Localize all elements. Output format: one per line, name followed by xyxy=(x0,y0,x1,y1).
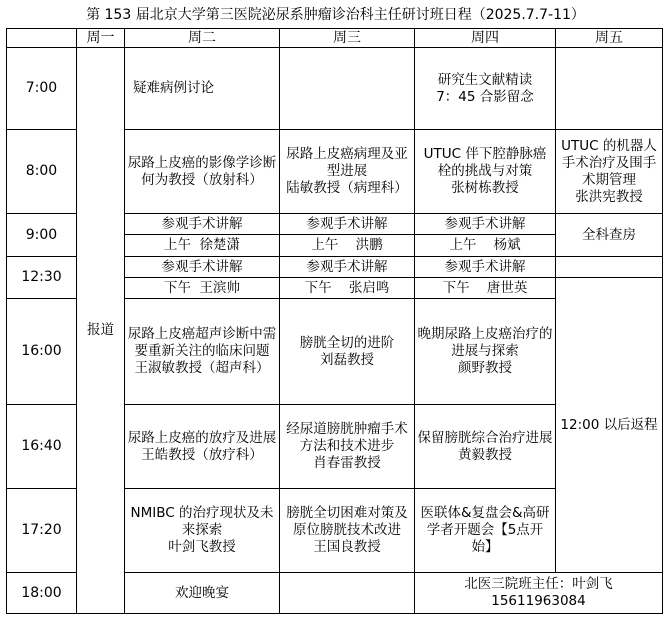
time-1640: 16:40 xyxy=(7,405,77,489)
time-700: 7:00 xyxy=(7,48,77,130)
thu-900-a: 参观手术讲解 xyxy=(415,214,556,235)
thu-1800: 北医三院班主任：叶剑飞 15611963084 xyxy=(415,573,663,614)
header-tue: 周二 xyxy=(125,29,280,48)
time-1600: 16:00 xyxy=(7,299,77,405)
mon-checkin: 报道 xyxy=(77,48,125,614)
wed-1230-b: 下午 张启鸣 xyxy=(280,278,415,299)
tue-1720: NMIBC 的治疗现状及未来探索 叶剑飞教授 xyxy=(125,489,280,573)
time-1720: 17:20 xyxy=(7,489,77,573)
header-mon: 周一 xyxy=(77,29,125,48)
header-fri: 周五 xyxy=(556,29,663,48)
time-1230: 12:30 xyxy=(7,257,77,299)
header-wed: 周三 xyxy=(280,29,415,48)
wed-1720: 膀胱全切困难对策及原位膀胱技术改进 王国良教授 xyxy=(280,489,415,573)
wed-1600: 膀胱全切的进阶 刘磊教授 xyxy=(280,299,415,405)
thu-800: UTUC 伴下腔静脉癌栓的挑战与对策 张树栋教授 xyxy=(415,130,556,214)
thu-1230-b: 下午 唐世英 xyxy=(415,278,556,299)
header-thu: 周四 xyxy=(415,29,556,48)
schedule-table xyxy=(6,28,663,614)
thu-1720: 医联体&复盘会&高研学者开题会【5点开始】 xyxy=(415,489,556,573)
time-900: 9:00 xyxy=(7,214,77,257)
fri-900: 全科查房 xyxy=(556,214,663,257)
wed-700 xyxy=(280,48,415,130)
fri-1230-empty xyxy=(556,257,663,278)
thu-1230-a: 参观手术讲解 xyxy=(415,257,556,278)
header-corner xyxy=(7,29,77,48)
thu-1640: 保留膀胱综合治疗进展 黄毅教授 xyxy=(415,405,556,489)
wed-1640: 经尿道膀胱肿瘤手术方法和技术进步 肖春雷教授 xyxy=(280,405,415,489)
tue-1600: 尿路上皮癌超声诊断中需要重新关注的临床问题 王淑敏教授（超声科） xyxy=(125,299,280,405)
tue-800: 尿路上皮癌的影像学诊断 何为教授（放射科） xyxy=(125,130,280,214)
tue-1230-b: 下午 王滨帅 xyxy=(125,278,280,299)
tue-900-a: 参观手术讲解 xyxy=(125,214,280,235)
fri-800: UTUC 的机器人手术治疗及围手术期管理 张洪宪教授 xyxy=(556,130,663,214)
tue-900-b: 上午 徐楚潇 xyxy=(125,235,280,257)
wed-900-a: 参观手术讲解 xyxy=(280,214,415,235)
wed-900-b: 上午 洪鹏 xyxy=(280,235,415,257)
row-700 xyxy=(7,48,663,130)
page-title: 第 153 届北京大学第三医院泌尿系肿瘤诊治科主任研讨班日程（2025.7.7-11） xyxy=(86,7,585,23)
header-row xyxy=(7,29,663,48)
thu-900-b: 上午 杨斌 xyxy=(415,235,556,257)
wed-1230-a: 参观手术讲解 xyxy=(280,257,415,278)
wed-800: 尿路上皮癌病理及亚型进展 陆敏教授（病理科） xyxy=(280,130,415,214)
fri-700 xyxy=(556,48,663,130)
tue-1800: 欢迎晚宴 xyxy=(125,573,280,614)
time-1800: 18:00 xyxy=(7,573,77,614)
tue-700: 疑难病例讨论 xyxy=(125,48,280,130)
tue-1230-a: 参观手术讲解 xyxy=(125,257,280,278)
tue-1640: 尿路上皮癌的放疗及进展 王皓教授（放疗科） xyxy=(125,405,280,489)
wed-1800 xyxy=(280,573,415,614)
thu-700: 研究生文献精读 7：45 合影留念 xyxy=(415,48,556,130)
thu-1600: 晚期尿路上皮癌治疗的进展与探索 颜野教授 xyxy=(415,299,556,405)
fri-return: 12:00 以后返程 xyxy=(556,278,663,573)
time-800: 8:00 xyxy=(7,130,77,214)
